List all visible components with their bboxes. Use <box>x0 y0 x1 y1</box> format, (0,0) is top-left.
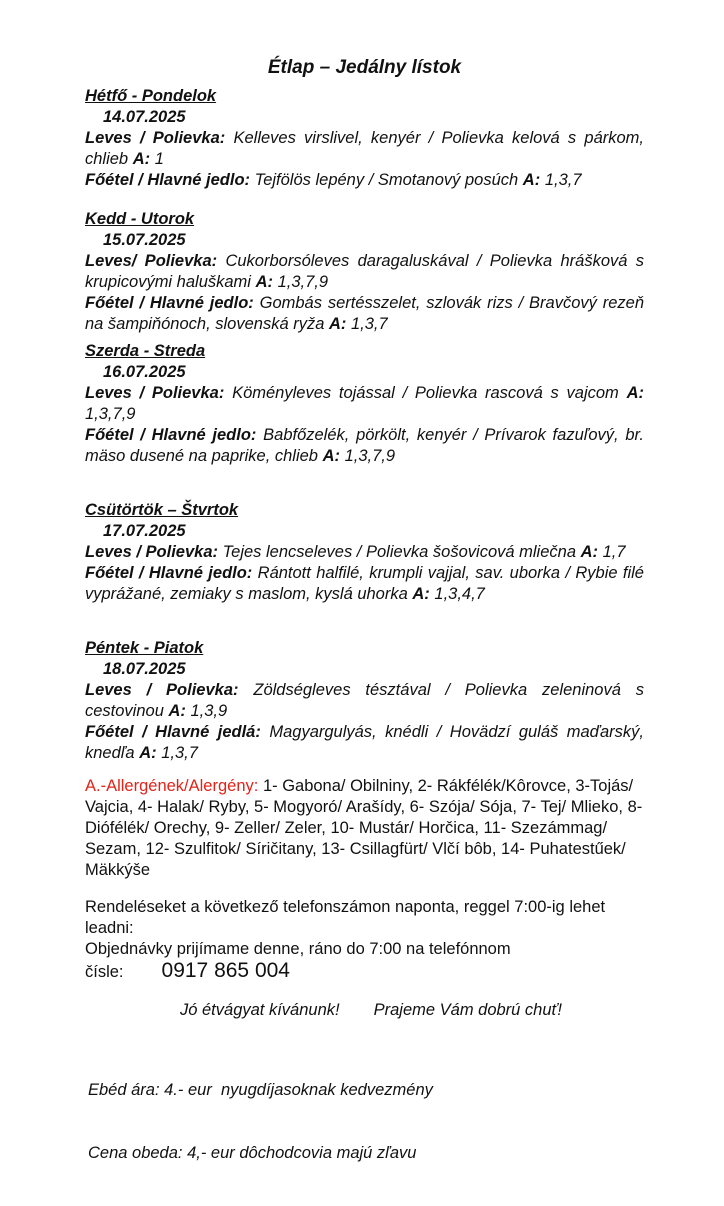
soup-text: Zöldségleves tésztával / Polievka zeleninová s cestovinou <box>85 681 644 720</box>
day-date: 18.07.2025 <box>103 660 186 678</box>
day-header <box>85 209 644 230</box>
allergen-marker: A: <box>168 702 186 720</box>
soup-allergens: 1,3,7,9 <box>85 405 136 423</box>
allergen-marker: A: <box>322 447 340 465</box>
main-line <box>85 563 644 605</box>
main-line <box>85 722 644 764</box>
day-header <box>85 500 644 521</box>
allergen-marker: A: <box>412 585 430 603</box>
price-hu: Ebéd ára: 4.- eur nyugdíjasoknak kedvezmény <box>88 1081 433 1099</box>
soup-allergens: 1,3,7,9 <box>277 273 329 291</box>
day-header <box>85 86 644 107</box>
soup-label: Leves / Polievka: <box>85 543 218 561</box>
soup-label: Leves / Polievka: <box>85 384 225 402</box>
main-label: Főétel / Hlavné jedlo: <box>85 564 253 582</box>
main-text: Rántott halfilé, krumpli vajjal, sav. uborka / Rybie filé vyprážané, zemiaky s maslom, kyslá uhorka <box>85 564 644 603</box>
main-text: Magyargulyás, knédli / Hovädzí guláš maďarský, knedľa <box>85 723 644 762</box>
main-text: Babfőzelék, pörkölt, kenyér / Prívarok fazuľový, br. mäso dusené na paprike, chlieb <box>85 426 644 465</box>
wishes-line <box>85 1000 644 1021</box>
day-section-monday <box>85 86 644 191</box>
soup-label: Leves/ Polievka: <box>85 252 218 270</box>
main-allergens: 1,3,7,9 <box>344 447 396 465</box>
allergen-legend-items: 1- Gabona/ Obilniny, 2- Rákfélék/Kôrovce, 3-Tojás/ Vajcia, 4- Halak/ Ryby, 5- Mogyoró/ Arašídy, 6- Szója/ Sója, 7- Tej/ Mlieko, 8- Diófélék/ Orechy, 9- Zeller/ Zeler, 10- Mustár/ Horčica, 11- Szezámmag/ Sezam, 12- Szulfitok/ Síričitany, 13- Csillagfürt/ Vlčí bôb, 14- Puhatestűek/ Mäkkýše <box>85 777 643 879</box>
allergen-marker: A: <box>580 543 599 561</box>
main-line <box>85 170 644 191</box>
price-sk: Cena obeda: 4,- eur dôchodcovia majú zľavu <box>88 1144 417 1162</box>
phone-number: 0917 865 004 <box>161 959 290 982</box>
soup-line <box>85 251 644 293</box>
day-date: 14.07.2025 <box>103 108 186 126</box>
allergen-marker: A: <box>132 150 151 168</box>
day-name: Hétfő - Pondelok <box>85 87 217 105</box>
main-text: Tejfölös lepény / Smotanový posúch <box>254 171 519 189</box>
main-allergens: 1,3,7 <box>544 171 582 189</box>
day-section-tuesday <box>85 209 644 335</box>
wish-hu: Jó étvágyat kívánunk! <box>180 1001 340 1019</box>
main-text: Gombás sertésszelet, szlovák rizs / Bravčový rezeň na šampiňónoch, slovenská ryža <box>85 294 644 333</box>
wish-sk: Prajeme Vám dobrú chuť! <box>373 1001 562 1019</box>
allergen-marker: A: <box>626 384 644 402</box>
ordering-info-sk: Objednávky prijímame denne, ráno do 7:00 na telefónnom čísle: <box>85 940 511 981</box>
main-label: Főétel / Hlavné jedlo: <box>85 171 251 189</box>
soup-text: Kelleves virslivel, kenyér / Polievka kelová s párkom, chlieb <box>85 129 644 168</box>
soup-line <box>85 383 644 425</box>
day-date: 15.07.2025 <box>103 231 186 249</box>
day-name: Kedd - Utorok <box>85 210 195 228</box>
main-label: Főétel / Hlavné jedlo: <box>85 294 254 312</box>
allergen-legend-label: A.-Allergének/Alergény: <box>85 777 259 795</box>
ordering-info-sk-line <box>85 939 644 983</box>
price-info <box>85 1038 644 1206</box>
allergen-marker: A: <box>139 744 157 762</box>
day-name: Péntek - Piatok <box>85 639 204 657</box>
main-allergens: 1,3,7 <box>351 315 388 333</box>
soup-line <box>85 542 644 563</box>
soup-label: Leves / Polievka: <box>85 681 239 699</box>
day-header <box>85 638 644 659</box>
soup-allergens: 1,3,9 <box>190 702 228 720</box>
day-header <box>85 341 644 362</box>
main-allergens: 1,3,7 <box>161 744 198 762</box>
ordering-info <box>85 897 644 983</box>
soup-line <box>85 128 644 170</box>
allergen-marker: A: <box>328 315 347 333</box>
main-label: Főétel / Hlavné jedlo: <box>85 426 257 444</box>
day-name: Szerda - Streda <box>85 342 206 360</box>
soup-text: Köményleves tojással / Polievka rascová s vajcom <box>232 384 619 402</box>
day-section-friday <box>85 638 644 764</box>
day-date: 17.07.2025 <box>103 522 186 540</box>
main-line <box>85 425 644 467</box>
day-section-thursday <box>85 500 644 605</box>
soup-label: Leves / Polievka: <box>85 129 226 147</box>
day-date: 16.07.2025 <box>103 363 186 381</box>
soup-line <box>85 680 644 722</box>
day-name: Csütörtök – Štvrtok <box>85 501 239 519</box>
soup-allergens: 1,7 <box>602 543 626 561</box>
ordering-info-hu: Rendeléseket a következő telefonszámon naponta, reggel 7:00-ig lehet leadni: <box>85 898 606 937</box>
allergen-marker: A: <box>255 273 273 291</box>
day-section-wednesday <box>85 341 644 467</box>
main-label: Főétel / Hlavné jedlá: <box>85 723 261 741</box>
page-title: Étlap – Jedálny lístok <box>267 57 462 78</box>
allergen-marker: A: <box>522 171 541 189</box>
main-allergens: 1,3,4,7 <box>434 585 485 603</box>
main-line <box>85 293 644 335</box>
soup-allergens: 1 <box>154 150 164 168</box>
allergen-legend <box>85 776 644 881</box>
soup-text: Tejes lencseleves / Polievka šošovicová mliečna <box>222 543 576 561</box>
soup-text: Cukorborsóleves daragaluskával / Polievka hrášková s krupicovými haluškami <box>85 252 644 291</box>
